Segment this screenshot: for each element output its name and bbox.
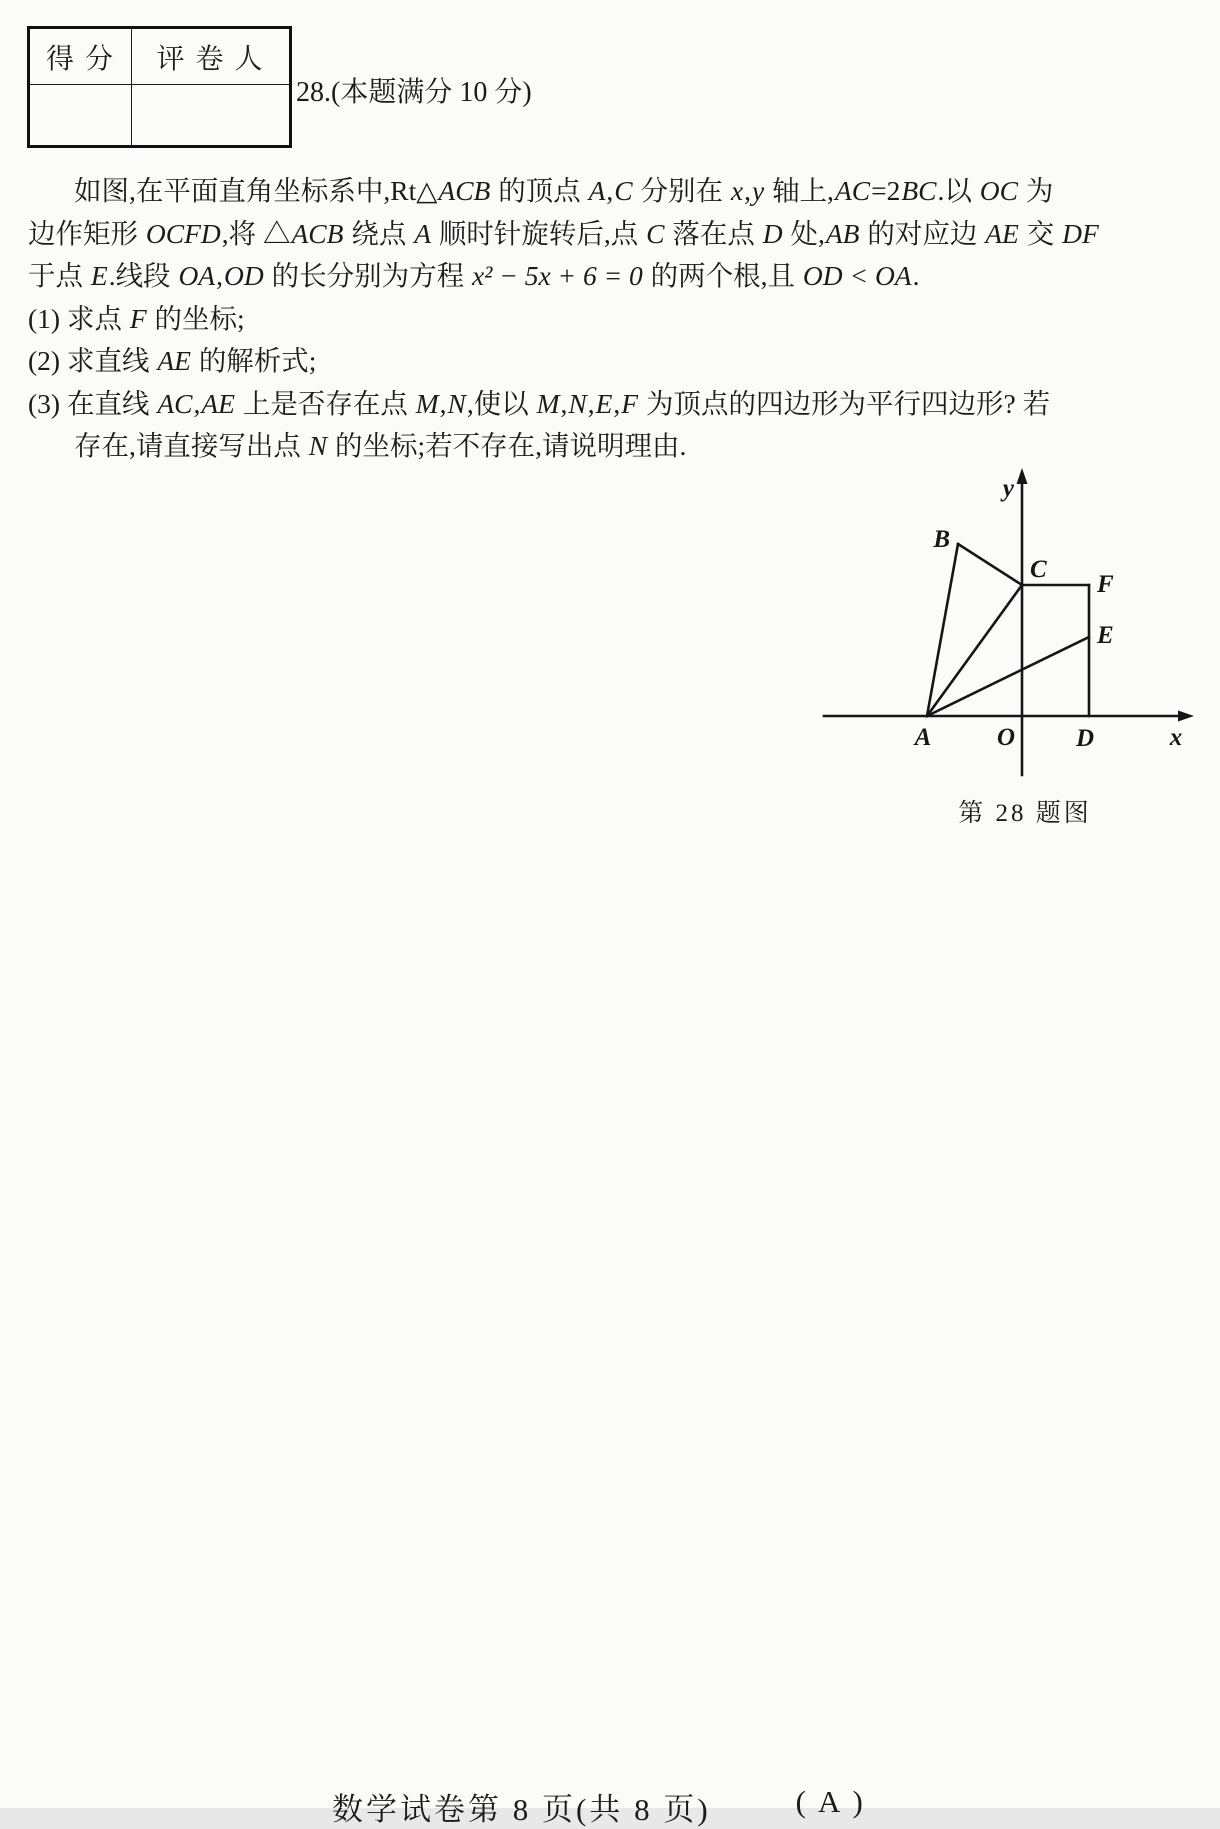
point-label-y: y bbox=[1002, 475, 1014, 502]
segment-AE bbox=[927, 637, 1089, 716]
question-part-3-cont: 存在,请直接写出点 N 的坐标;若不存在,请说明理由. bbox=[74, 430, 687, 461]
figure bbox=[790, 450, 1210, 790]
point-label-x: x bbox=[1169, 724, 1183, 751]
point-label-E: E bbox=[1097, 622, 1114, 649]
question-part-3: (3) 在直线 AC,AE 上是否存在点 M,N,使以 M,N,E,F 为顶点的四边形为平行四边形? 若 bbox=[28, 387, 1051, 419]
point-label-B: B bbox=[933, 526, 950, 553]
question-text-line-2: 边作矩形 OCFD,将 △ACB 绕点 A 顺时针旋转后,点 C 落在点 D 处,AB 的对应边 AE 交 DF bbox=[28, 217, 1099, 249]
point-label-A: A bbox=[914, 724, 932, 751]
figure-diagram bbox=[790, 450, 1210, 790]
score-table bbox=[27, 26, 292, 148]
question-text-line-1: 如图,在平面直角坐标系中,Rt△ACB 的顶点 A,C 分别在 x,y 轴上,AC=2BC.以 OC 为 bbox=[74, 175, 1054, 206]
question-text-line-3: 于点 E.线段 OA,OD 的长分别为方程 x² − 5x + 6 = 0 的两个根,且 OD < OA. bbox=[28, 260, 920, 291]
segment-AB bbox=[927, 544, 958, 716]
x-axis-arrow-icon bbox=[1178, 711, 1194, 722]
figure-caption: 第 28 题图 bbox=[958, 800, 1092, 827]
page-footer-text: 数学试卷第 8 页(共 8 页) bbox=[332, 1792, 711, 1827]
y-axis-arrow-icon bbox=[1017, 468, 1028, 484]
score-header-cell: 得 分 bbox=[29, 28, 132, 85]
score-input-cell bbox=[29, 85, 132, 147]
grader-input-cell bbox=[132, 85, 291, 147]
segment-BC bbox=[958, 544, 1022, 585]
point-label-O: O bbox=[996, 724, 1015, 751]
grader-header-cell: 评 卷 人 bbox=[132, 28, 291, 85]
point-label-C: C bbox=[1030, 556, 1047, 583]
question-part-2: (2) 求直线 AE 的解析式; bbox=[28, 345, 317, 376]
page-footer bbox=[332, 1784, 866, 1829]
question-heading: 28.(本题满分 10 分) bbox=[296, 77, 532, 108]
question-part-1: (1) 求点 F 的坐标; bbox=[28, 302, 245, 334]
question-text bbox=[28, 170, 1138, 468]
point-label-D: D bbox=[1075, 725, 1095, 752]
page-footer-version: ( A ) bbox=[795, 1784, 866, 1819]
point-label-F: F bbox=[1097, 571, 1114, 598]
segment-AC bbox=[927, 585, 1022, 716]
